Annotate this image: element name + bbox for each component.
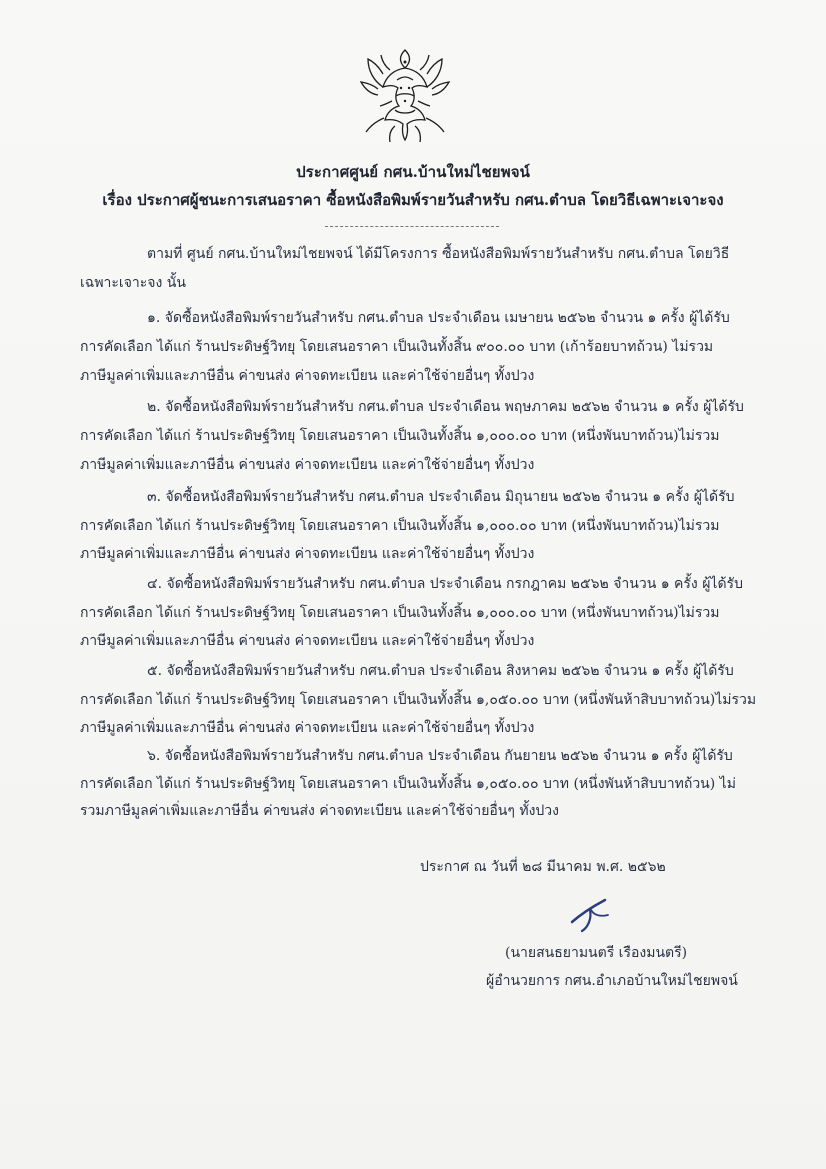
item-6-line-2: การคัดเลือก ได้แก่ ร้านประดิษฐ์วิทยุ โดยเสนอราคา เป็นเงินทั้งสิ้น ๑,๐๕๐.๐๐ บาท (หนึ่งพันห้าสิบบาทถ้วน) ไม่ xyxy=(80,776,736,792)
item-4-line-3: ภาษีมูลค่าเพิ่มและภาษีอื่น ค่าขนส่ง ค่าจดทะเบียน และค่าใช้จ่ายอื่นๆ ทั้งปวง xyxy=(80,633,535,649)
item-1-line-3: ภาษีมูลค่าเพิ่มและภาษีอื่น ค่าขนส่ง ค่าจดทะเบียน และค่าใช้จ่ายอื่นๆ ทั้งปวง xyxy=(80,368,535,384)
intro-line-1: ตามที่ ศูนย์ กศน.บ้านใหม่ไชยพจน์ ได้มีโครงการ ซื้อหนังสือพิมพ์รายวันสำหรับ กศน.ตำบล โดยวิธี xyxy=(147,246,730,262)
document-subject: เรื่อง ประกาศผู้ชนะการเสนอราคา ซื้อหนังสือพิมพ์รายวันสำหรับ กศน.ตำบล โดยวิธีเฉพาะเจาะจง xyxy=(102,191,724,209)
document-title: ประกาศศูนย์ กศน.บ้านใหม่ไชยพจน์ xyxy=(296,163,530,181)
item-3-line-3: ภาษีมูลค่าเพิ่มและภาษีอื่น ค่าขนส่ง ค่าจดทะเบียน และค่าใช้จ่ายอื่นๆ ทั้งปวง xyxy=(80,546,535,562)
item-6-line-1: ๖. จัดซื้อหนังสือพิมพ์รายวันสำหรับ กศน.ตำบล ประจำเดือน กันยายน ๒๕๖๒ จำนวน ๑ ครั้ง ผู้ได้รับ xyxy=(147,748,733,764)
item-6-line-3: รวมภาษีมูลค่าเพิ่มและภาษีอื่น ค่าขนส่ง ค่าจดทะเบียน และค่าใช้จ่ายอื่นๆ ทั้งปวง xyxy=(80,803,559,819)
item-3-line-1: ๓. จัดซื้อหนังสือพิมพ์รายวันสำหรับ กศน.ตำบล ประจำเดือน มิถุนายน ๒๕๖๒ จำนวน ๑ ครั้ง ผู้ได้รับ xyxy=(147,489,735,505)
item-1-line-2: การคัดเลือก ได้แก่ ร้านประดิษฐ์วิทยุ โดยเสนอราคา เป็นเงินทั้งสิ้น ๙๐๐.๐๐ บาท (เก้าร้อยบาทถ้วน) ไม่รวม xyxy=(80,339,714,355)
item-5-line-3: ภาษีมูลค่าเพิ่มและภาษีอื่น ค่าขนส่ง ค่าจดทะเบียน และค่าใช้จ่ายอื่นๆ ทั้งปวง xyxy=(80,720,535,736)
garuda-emblem-icon xyxy=(350,40,460,150)
intro-line-2: เฉพาะเจาะจง นั้น xyxy=(80,275,186,291)
signature-mark-icon xyxy=(560,892,622,936)
item-4-line-1: ๔. จัดซื้อหนังสือพิมพ์รายวันสำหรับ กศน.ตำบล ประจำเดือน กรกฎาคม ๒๕๖๒ จำนวน ๑ ครั้ง ผู้ได้รับ xyxy=(147,576,743,592)
item-2-line-1: ๒. จัดซื้อหนังสือพิมพ์รายวันสำหรับ กศน.ตำบล ประจำเดือน พฤษภาคม ๒๕๖๒ จำนวน ๑ ครั้ง ผู้ได้รับ xyxy=(147,399,744,415)
item-5-line-1: ๕. จัดซื้อหนังสือพิมพ์รายวันสำหรับ กศน.ตำบล ประจำเดือน สิงหาคม ๒๕๖๒ จำนวน ๑ ครั้ง ผู้ได้รับ xyxy=(147,663,734,679)
item-3-line-2: การคัดเลือก ได้แก่ ร้านประดิษฐ์วิทยุ โดยเสนอราคา เป็นเงินทั้งสิ้น ๑,๐๐๐.๐๐ บาท (หนึ่งพันบาทถ้วน)ไม่รวม xyxy=(80,518,720,534)
item-4-line-2: การคัดเลือก ได้แก่ ร้านประดิษฐ์วิทยุ โดยเสนอราคา เป็นเงินทั้งสิ้น ๑,๐๐๐.๐๐ บาท (หนึ่งพันบาทถ้วน)ไม่รวม xyxy=(80,605,720,621)
title-divider xyxy=(325,226,499,227)
item-1-line-1: ๑. จัดซื้อหนังสือพิมพ์รายวันสำหรับ กศน.ตำบล ประจำเดือน เมษายน ๒๕๖๒ จำนวน ๑ ครั้ง ผู้ได้รับ xyxy=(147,310,730,326)
item-2-line-3: ภาษีมูลค่าเพิ่มและภาษีอื่น ค่าขนส่ง ค่าจดทะเบียน และค่าใช้จ่ายอื่นๆ ทั้งปวง xyxy=(80,457,535,473)
signer-name: (นายสนธยามนตรี เรืองมนตรี) xyxy=(505,945,688,961)
announcement-date: ประกาศ ณ วันที่ ๒๘ มีนาคม พ.ศ. ๒๕๖๒ xyxy=(420,859,666,875)
signer-position: ผู้อำนวยการ กศน.อำเภอบ้านใหม่ไชยพจน์ xyxy=(486,973,738,989)
item-5-line-2: การคัดเลือก ได้แก่ ร้านประดิษฐ์วิทยุ โดยเสนอราคา เป็นเงินทั้งสิ้น ๑,๐๕๐.๐๐ บาท (หนึ่งพันห้าสิบบาทถ้วน)ไม่รวม xyxy=(80,692,757,708)
item-2-line-2: การคัดเลือก ได้แก่ ร้านประดิษฐ์วิทยุ โดยเสนอราคา เป็นเงินทั้งสิ้น ๑,๐๐๐.๐๐ บาท (หนึ่งพันบาทถ้วน)ไม่รวม xyxy=(80,428,720,444)
